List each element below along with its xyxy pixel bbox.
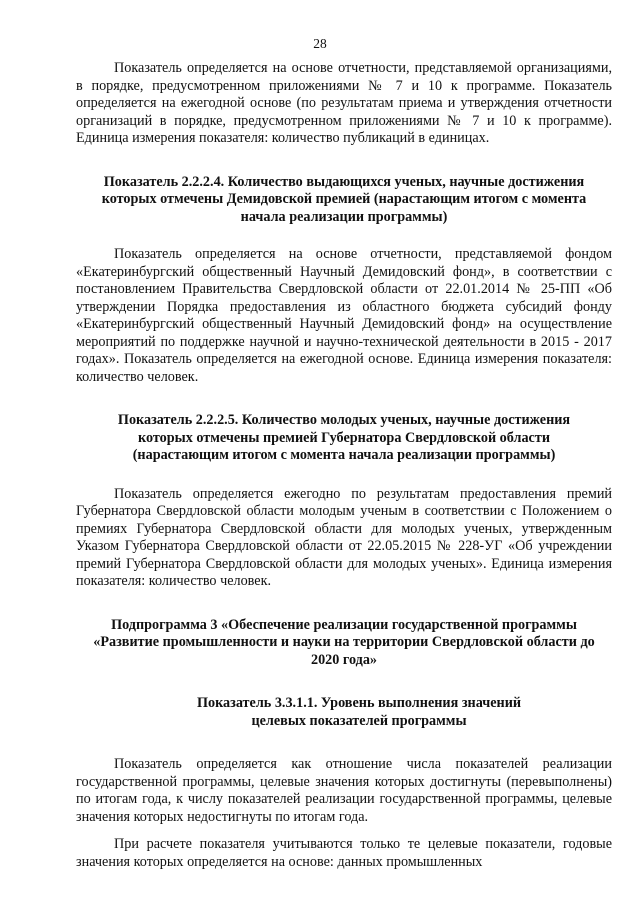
heading-subprogram-3: Подпрограмма 3 «Обеспечение реализации государственной программы «Развитие промышленности и науки на территории Свердловской области до 2020 года»: [93, 616, 595, 668]
page-number: 28: [313, 36, 327, 51]
paragraph-calculation: При расчете показателя учитываются только те целевые показатели, годовые значения которых определяется на основе: данных промышленных: [76, 836, 612, 870]
paragraph-target-values: Показатель определяется как отношение числа показателей реализации государственной программы, целевые значения которых достигнуты (перевыполнены) по итогам года, к числу показателей реализации государственной программы, целевые значения которых недостигнуты по итогам года.: [76, 756, 612, 825]
heading-indicator-2-2-2-4: Показатель 2.2.2.4. Количество выдающихся ученых, научные достижения которых отмечены Демидовской премией (нарастающим итогом с момента начала реализации программы): [101, 173, 587, 225]
paragraph-governor-prize: Показатель определяется ежегодно по результатам предоставления премий Губернатора Свердловской области молодым ученым в соответствии с Положением о премиях Губернатора Свердловской области для молодых ученых, утвержденным Указом Губернатора Свердловской области от 22.05.2015 № 228-УГ «Об учреждении премий Губернатора Свердловской области для молодых ученых». Единица измерения показателя: количество человек.: [76, 485, 612, 589]
heading-indicator-3-3-1-1: Показатель 3.3.1.1. Уровень выполнения значений целевых показателей программы: [196, 695, 522, 729]
paragraph-publications: Показатель определяется на основе отчетности, представляемой организациями, в порядке, предусмотренном приложениями № 7 и 10 к программе. Показатель определяется на ежегодной основе (по результатам приема и утверждения отчетности организаций в порядке, предусмотренном приложениями № 7 и 10 к программе). Единица измерения показателя: количество публикаций в единицах.: [76, 60, 612, 146]
page-content: [76, 60, 612, 871]
heading-indicator-2-2-2-5: Показатель 2.2.2.5. Количество молодых ученых, научные достижения которых отмечены премией Губернатора Свердловской области (нарастающим итогом с момента начала реализации программы): [117, 412, 571, 463]
paragraph-demidov-prize: Показатель определяется на основе отчетности, представляемой фондом «Екатеринбургский общественный Научный Демидовский фонд», в соответствии с постановлением Правительства Свердловской области от 22.01.2014 № 25-ПП «Об утверждении Порядка предоставления из областного бюджета субсидий фонду «Екатеринбургский общественный Научный Демидовский фонд» на осуществление мероприятий по поддержке научной и научно-технической деятельности в 2015 - 2017 годах». Показатель определяется на ежегодной основе. Единица измерения показателя: количество человек.: [76, 246, 612, 385]
